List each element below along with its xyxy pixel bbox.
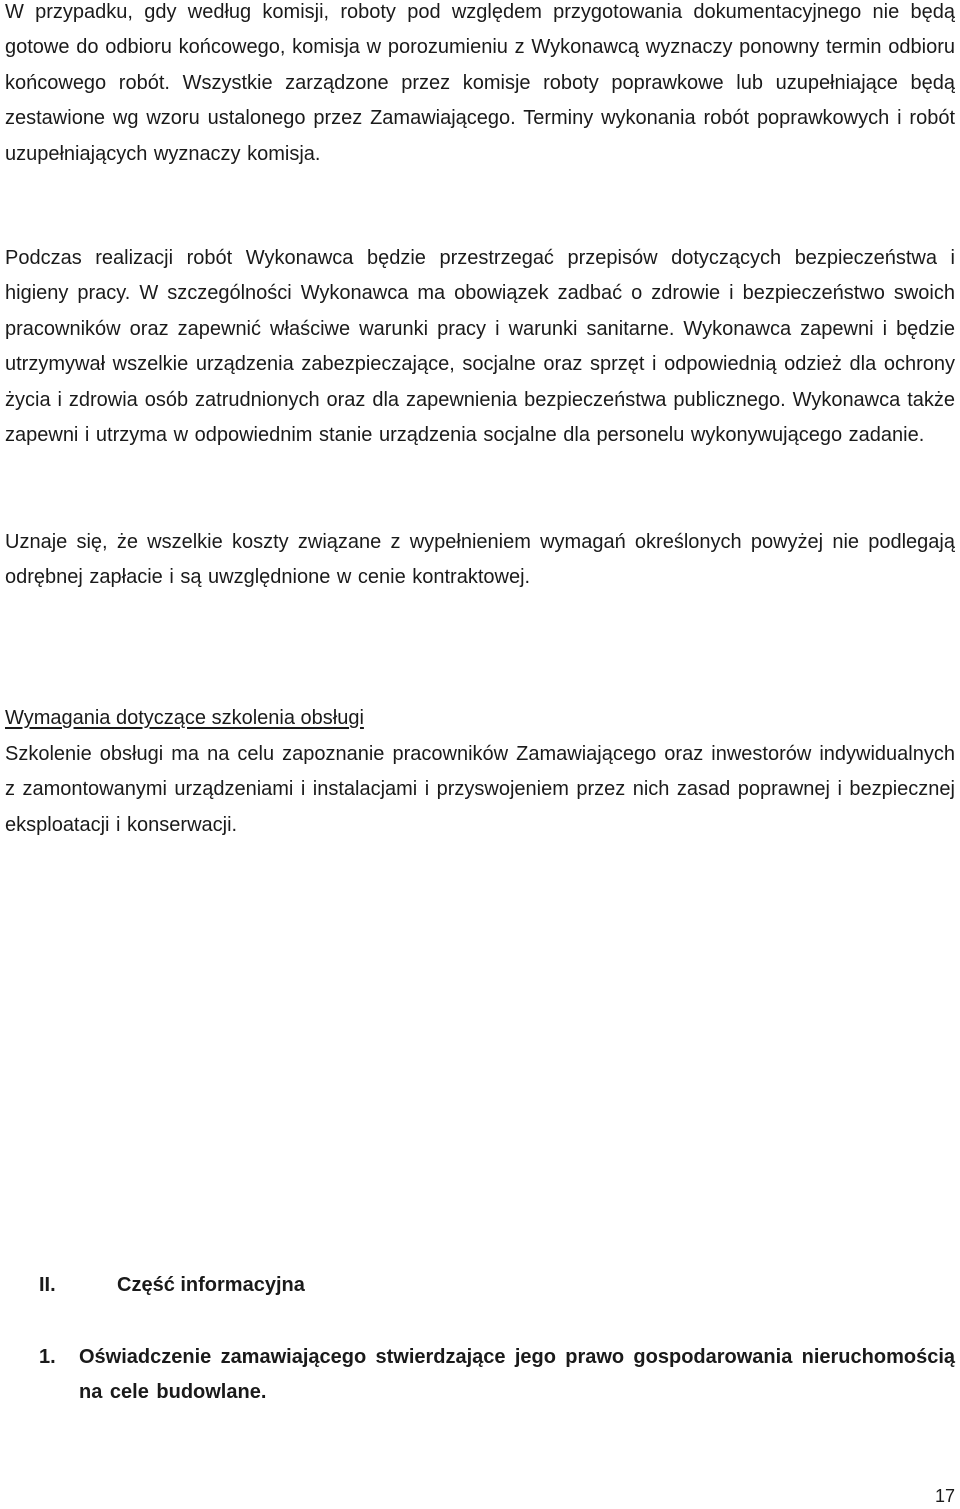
paragraph-final-acceptance: W przypadku, gdy według komisji, roboty pod względem przygotowania dokumentacyjnego nie będą gotowe do odbioru końcowego, komisja w porozumieniu z Wykonawcą wyznaczy ponowny termin odbioru końcowego robót. Wszystkie zarządzone przez komisje roboty poprawkowe lub uzupełniające będą zestawione wg wzoru ustalonego przez Zamawiającego. Terminy wykonania robót poprawkowych i robót uzupełniających wyznaczy komisja. [5,1,955,165]
training-heading: Wymagania dotyczące szkolenia obsługi [5,707,364,729]
list-item [39,1340,955,1410]
section-heading [39,1268,305,1303]
list-item-number: 1. [39,1346,56,1368]
list-item-text: Oświadczenie zamawiającego stwierdzające jego prawo gospodarowania nieruchomością na cele budowlane. [79,1346,955,1403]
section-number: II. [39,1274,56,1296]
paragraph-training: Szkolenie obsługi ma na celu zapoznanie pracowników Zamawiającego oraz inwestorów indywidualnych z zamontowanymi urządzeniami i instalacjami i przyswojeniem przez nich zasad poprawnej i bezpiecznej eksploatacji i konserwacji. [5,743,955,836]
section-title: Część informacyjna [117,1274,305,1296]
paragraph-health-safety: Podczas realizacji robót Wykonawca będzie przestrzegać przepisów dotyczących bezpieczeństwa i higieny pracy. W szczególności Wykonawca ma obowiązek zadbać o zdrowie i bezpieczeństwo swoich pracowników oraz zapewnić właściwe warunki pracy i warunki sanitarne. Wykonawca zapewni i będzie utrzymywał wszelkie urządzenia zabezpieczające, socjalne oraz sprzęt i odpowiednią odzież dla ochrony życia i zdrowia osób zatrudnionych oraz dla zapewnienia bezpieczeństwa publicznego. Wykonawca także zapewni i utrzyma w odpowiednim stanie urządzenia socjalne dla personelu wykonywującego zadanie. [5,247,955,447]
paragraph-costs: Uznaje się, że wszelkie koszty związane z wypełnieniem wymagań określonych powyżej nie podlegają odrębnej zapłacie i są uwzględnione w cenie kontraktowej. [5,531,955,589]
page-number: 17 [934,1486,955,1506]
